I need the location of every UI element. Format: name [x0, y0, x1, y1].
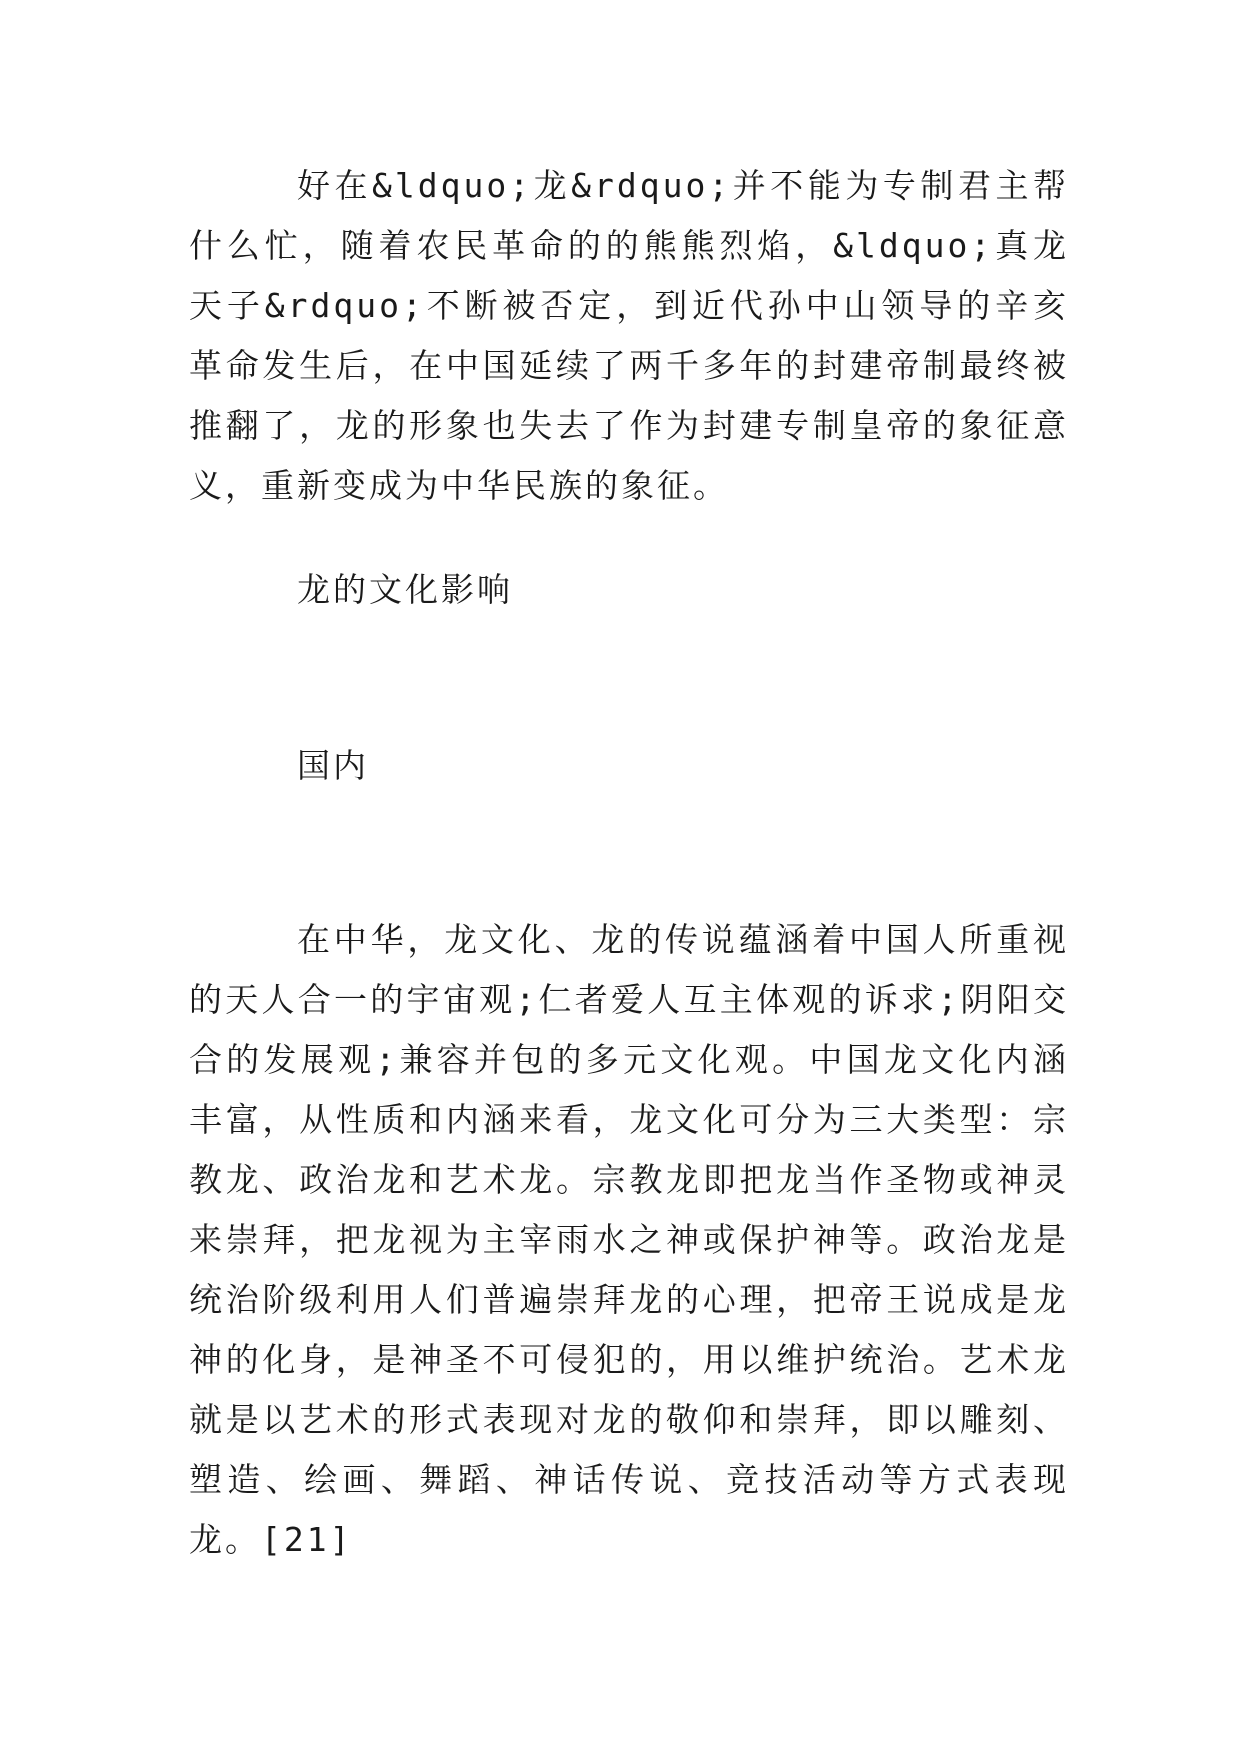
paragraph-dragon-culture: 在中华，龙文化、龙的传说蕴涵着中国人所重视的天人合一的宇宙观;仁者爱人互主体观的诉求;阴阳交合的发展观;兼容并包的多元文化观。中国龙文化内涵丰富，从性质和内涵来看，龙文化可分为三大类型：宗教龙、政治龙和艺术龙。宗教龙即把龙当作圣物或神灵来崇拜，把龙视为主宰雨水之神或保护神等。政治龙是统治阶级利用人们普遍崇拜龙的心理，把帝王说成是龙神的化身，是神圣不可侵犯的，用以维护统治。艺术龙就是以艺术的形式表现对龙的敬仰和崇拜，即以雕刻、塑造、绘画、舞蹈、神话传说、竞技活动等方式表现龙。[21] [189, 920, 1069, 1559]
section-heading-cultural-influence: 龙的文化影响 [297, 570, 513, 609]
paragraph-dragon-symbol: 好在&ldquo;龙&rdquo;并不能为专制君主帮什么忙，随着农民革命的的熊熊烈焰，&ldquo;真龙天子&rdquo;不断被否定，到近代孙中山领导的辛亥革命发生后，在中国延续了两千多年的封建帝制最终被推翻了，龙的形象也失去了作为封建专制皇帝的象征意义，重新变成为中华民族的象征。 [189, 166, 1069, 505]
subsection-heading-domestic: 国内 [297, 746, 369, 785]
